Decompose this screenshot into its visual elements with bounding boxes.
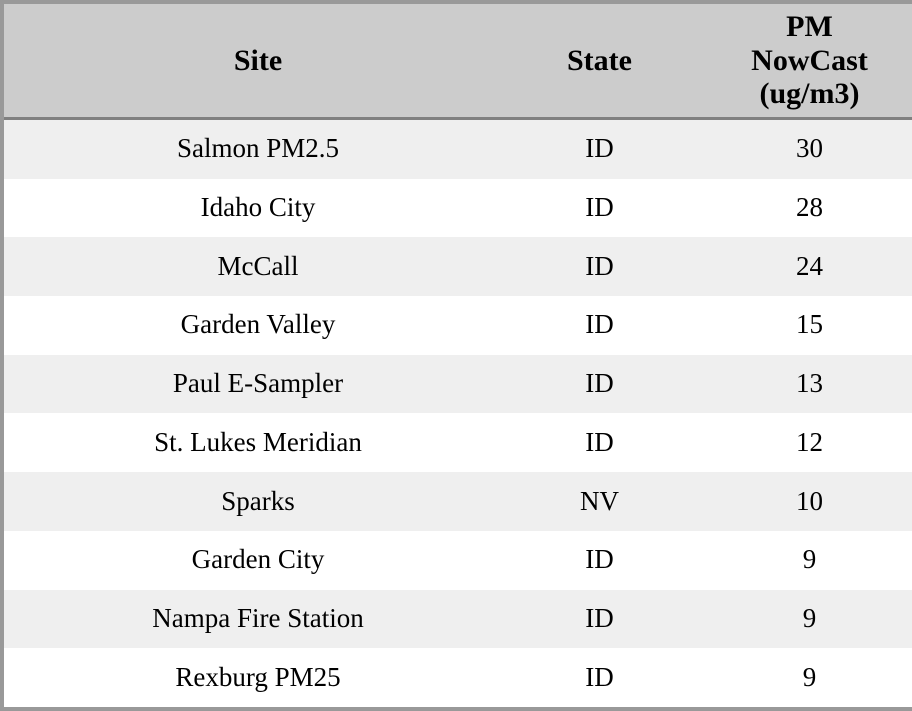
header-row bbox=[4, 4, 912, 118]
cell-site: Garden City bbox=[191, 544, 325, 575]
cell-state: ID bbox=[585, 661, 614, 692]
cell-pm: 30 bbox=[796, 133, 823, 164]
cell-site: Salmon PM2.5 bbox=[176, 133, 340, 164]
cell-site: Rexburg PM25 bbox=[175, 661, 341, 692]
cell-site: Nampa Fire Station bbox=[152, 603, 364, 634]
cell-state: ID bbox=[585, 368, 614, 399]
table-row bbox=[4, 179, 912, 238]
column-header-pm-line2: NowCast bbox=[751, 43, 868, 77]
cell-pm: 12 bbox=[796, 426, 823, 457]
cell-pm: 9 bbox=[802, 661, 817, 692]
cell-site: Idaho City bbox=[200, 192, 316, 223]
cell-state: ID bbox=[585, 133, 614, 164]
table-row bbox=[4, 237, 912, 296]
cell-site: Sparks bbox=[221, 485, 295, 516]
column-header-site-label: Site bbox=[233, 43, 283, 77]
column-header-pm-line1: PM bbox=[786, 10, 833, 43]
cell-state: NV bbox=[580, 485, 619, 516]
cell-pm: 15 bbox=[796, 309, 823, 340]
cell-pm: 10 bbox=[796, 485, 823, 516]
cell-site: McCall bbox=[217, 250, 299, 281]
table-row bbox=[4, 355, 912, 414]
table-row bbox=[4, 590, 912, 649]
cell-site: Paul E-Sampler bbox=[172, 368, 344, 399]
cell-state: ID bbox=[585, 250, 614, 281]
table-row bbox=[4, 118, 912, 178]
table-row bbox=[4, 648, 912, 707]
cell-pm: 9 bbox=[802, 603, 817, 634]
cell-state: ID bbox=[585, 544, 614, 575]
column-header-pm-line3: (ug/m3) bbox=[759, 77, 860, 111]
table-row bbox=[4, 531, 912, 590]
column-header-state bbox=[512, 4, 687, 118]
column-header-pm-nowcast bbox=[687, 4, 912, 118]
table-body bbox=[4, 118, 912, 707]
cell-pm: 28 bbox=[796, 192, 823, 223]
cell-pm: 13 bbox=[796, 368, 823, 399]
cell-state: ID bbox=[585, 426, 614, 457]
column-header-state-label: State bbox=[567, 43, 632, 77]
cell-pm: 24 bbox=[796, 250, 823, 281]
air-quality-table bbox=[4, 4, 912, 707]
cell-state: ID bbox=[585, 603, 614, 634]
cell-state: ID bbox=[585, 192, 614, 223]
table-row bbox=[4, 413, 912, 472]
table-row bbox=[4, 472, 912, 531]
cell-pm: 9 bbox=[802, 544, 817, 575]
table-row bbox=[4, 296, 912, 355]
cell-site: St. Lukes Meridian bbox=[154, 426, 362, 457]
cell-state: ID bbox=[585, 309, 614, 340]
column-header-site bbox=[4, 4, 512, 118]
table-header bbox=[4, 4, 912, 118]
cell-site: Garden Valley bbox=[180, 309, 336, 340]
